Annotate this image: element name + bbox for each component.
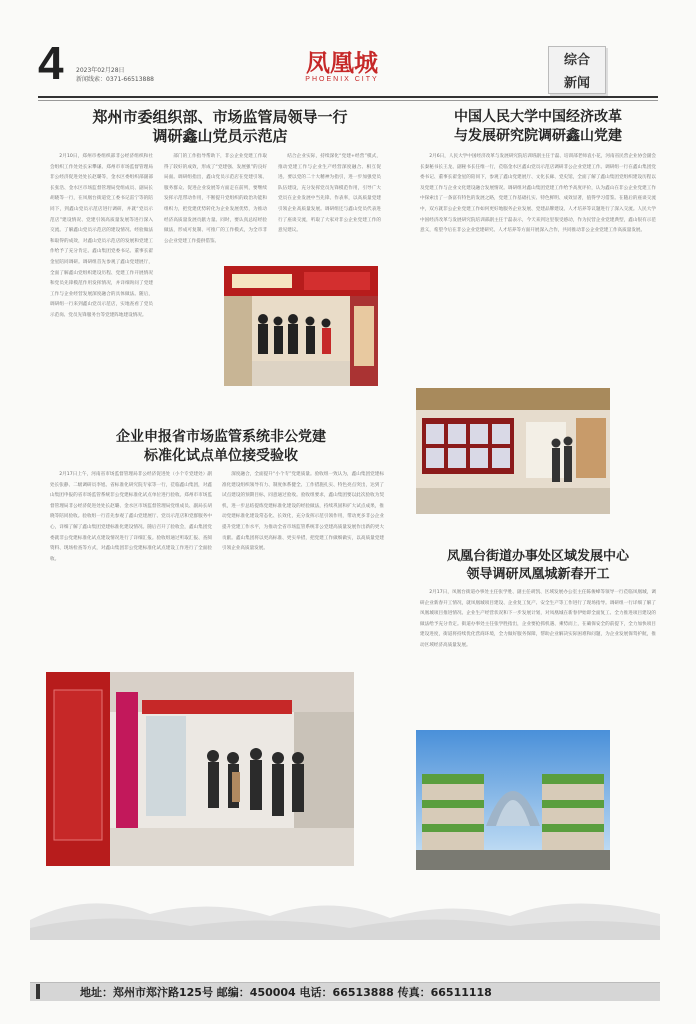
article3-title-line2: 标准化试点单位接受验收 — [144, 448, 298, 464]
footer-marker — [36, 984, 40, 999]
article3-title-line1: 企业申报省市场监管系统非公党建 — [116, 429, 326, 445]
article3-title — [62, 428, 380, 466]
logo-chinese: 凤凰城 — [306, 48, 378, 77]
article1-column1 — [50, 152, 153, 422]
article3-column1 — [50, 470, 212, 646]
article4-title — [405, 548, 671, 584]
issue-date — [76, 66, 154, 84]
mountain-landscape-image — [30, 880, 660, 940]
article1-title-line2: 调研鑫山党员示范店 — [152, 127, 288, 145]
section-line1: 综合 — [563, 53, 590, 68]
hotline-text: 新闻线索：0371-66513888 — [76, 76, 154, 83]
newspaper-logo — [282, 50, 402, 83]
article1-column3 — [278, 152, 381, 260]
article3-text2: 深度融合，全面提升“小个专”党建质量。验收组一致认为，鑫山集团党建标准化建设组织领导有力、制度体系健全、工作措施扎实、特色亮点突出，达到了试点建设的预期目标，同意通过验收。验收组要求，鑫山集团要以此次验收为契机，进一步总结提炼党建标准化建设的经验做法，持续巩固和扩大试点成果，推动党建标准化建设常态化、长效化，充分发挥示范引领作用，带动更多非公企业提升党建工作水平，为推动全省市场监管系统非公党建高质量发展作出新的更大贡献。鑫山集团将以更高标准、更实举措，把党建工作做细做实，以高质量党建引领企业高质量发展。 — [222, 472, 384, 552]
phoenix-city-rendering-image — [416, 730, 610, 870]
logo-english: PHOENIX CITY — [305, 76, 379, 83]
section-line2: 新闻 — [563, 76, 590, 91]
page-number: 4 — [38, 37, 64, 89]
article4-text: 2月17日，凤凰台街道办事处主任张学胜、副主任胡凯、区域发展办公室主任陈俊峰等领导一行莅临凤凰城，调研企业新春开工情况，就凤凰城项目建设、企业复工复产、安全生产等工作进行了现场指导。调研组一行详细了解了凤凰城项目推进情况、企业生产经营状况和下一步发展计划，对凤凰城在新春伊始即全面复工、全力推进项目建设的做法给予充分肯定。街道办事处主任张学胜指出，企业要抢抓机遇、乘势而上，在确保安全的前提下，全力加快项目建设进度，街道将持续优化营商环境，全力做好服务保障，帮助企业解决实际困难和问题，为企业发展保驾护航，推动区域经济高质量发展。 — [420, 590, 656, 648]
article2-title — [410, 108, 666, 146]
header-rule-thin — [38, 100, 658, 101]
footer-contact-bar: 地址：郑州市郑汴路125号 邮编：450004 电话：66513888 传真：66511118 — [30, 982, 660, 1001]
article2-title-line2: 与发展研究院调研鑫山党建 — [454, 128, 622, 144]
section-label — [548, 46, 606, 94]
article1-title — [50, 108, 390, 146]
article4-title-line1: 凤凰台街道办事处区域发展中心 — [446, 549, 629, 564]
store-interior-image — [224, 266, 378, 386]
article2-photo — [416, 388, 610, 514]
article1-text1: 2月10日，郑州市委组织部非公经济组织和社会组织工作处处长宋攀谦、郑州市市场监督管理局非公经济促进处处长赵璐等，金水区委组织部副部长张浩、金水区市场监督管理局党组成员、副局长胡晓等一行，在凤凰台街道党工委书记雷宁等的陪同下，到鑫山党员示范店进行调研，并就“党员示范店”建设情况、党建引领高质量发展等进行深入交流。了解鑫山党员示范店的建设情况、经验做法和取得的成效，对鑫山党员示范店的发展和党建工作给予了充分肯定。鑫山集团党委书记、董事长翟金星陪同调研。调研组首先参观了鑫山党建展厅，全面了解鑫山党组织建设历程、党建工作开展情况和党员先锋模范作用发挥情况，并详细询问了党建工作与企业经营发展深度融合的具体做法。随后，调研组一行来到鑫山党员示范店，实地查看了党员示范岗、党员先锋服务台等党建阵地建设情况。 — [50, 154, 153, 318]
article3-column2 — [222, 470, 384, 646]
article2-body — [420, 152, 656, 378]
article1-title-line1: 郑州市委组织部、市场监管局领导一行 — [92, 108, 348, 126]
article1-text2: 部门的工作指导帮助下，非公企业党建工作取得了较好的成效，形成了“党建强、发展强”的良好局面。调研组指出，鑫山党员示范店在党建引领、服务群众、促进企业发展等方面走在前列，要继续发挥示范带动作用，不断提升党组织的政治功能和组织力，把党建优势转化为企业发展优势，为推动经济高质量发展贡献力量。同时，要认真总结经验做法，形成可复制、可推广的工作模式，为全市非公企业党建工作提供借鉴。 — [164, 154, 267, 244]
article3-photo — [46, 672, 354, 866]
article4-photo — [416, 730, 610, 870]
date-text: 2023年02月28日 — [76, 67, 125, 74]
mall-visit-image — [46, 672, 354, 866]
header-rule — [38, 96, 658, 98]
article1-text3: 结合企业实际，持续深化“党建+经营”模式，推动党建工作与企业生产经营深度融合、相互促进。要以党的二十大精神为指引，进一步加强党员队伍建设，充分发挥党员先锋模范作用，引导广大党员在企业发展中当先锋、作表率，以高质量党建引领企业高质量发展。调研组还与鑫山党员代表进行了座谈交流，听取了大家对非公企业党建工作的意见建议。 — [278, 154, 381, 234]
exhibition-hall-image — [416, 388, 610, 514]
article3-text1: 2月17日上午，河南省市场监督管理局非公经济促进处（小个专党建处）副处长张静、二级调研员李旭、省标准化研究院专家等一行，莅临鑫山集团，对鑫山集团申报的省市场监管系统非公党建标准化试点单位进行验收。郑州市市场监督管理局非公经济促进处处长赵璐、金水区市场监督管理局党组成员、副局长胡晓等陪同验收。验收组一行首先参观了鑫山党建展厅、党员示范店和党群服务中心，详细了解了鑫山集团党建标准化建设情况。随后召开了验收会，鑫山集团党委就非公党建标准化试点建设情况进行了详细汇报。验收组通过听取汇报、查阅资料、现场检查等方式，对鑫山集团非公党建标准化试点建设工作进行了全面验收。 — [50, 472, 212, 562]
article4-body — [420, 588, 656, 718]
article4-title-line2: 领导调研凤凰城新春开工 — [466, 567, 610, 582]
article2-text: 2月6日，人民大学中国经济改革与发展研究院培训班副主任于磊、培训部老师袁小花，河南省民营企业协会副会长秦秘书长王龙、副秘书长任维一行，莅临金水区鑫山党员示范店调研非公企业党建工作。调研组一行在鑫山集团党委书记、董事长翟金星的陪同下，参观了鑫山党建展厅、文化长廊、党史馆，全面了解了鑫山集团党组织建设历程以及党建工作与企业文化建设融合发展情况。调研组对鑫山集团党建工作给予高度评价，认为鑫山在非公企业党建工作中探索出了一条富有特色的发展之路，党建工作基础扎实、特色鲜明、成效显著，值得学习借鉴。在随后的座谈交流中，双方就非公企业党建工作如何更好地服务企业发展、党建品牌建设、人才培养等议题进行了深入交流。人民大学中国经济改革与发展研究院培训部副主任于磊表示，今天来到这里很受感动，作为民营企业党建典型，鑫山很有示范意义，希望今后在非公企业党建研究、人才培养等方面开展深入合作，共同推动非公企业党建工作高质量发展。 — [420, 154, 656, 234]
article1-photo — [224, 266, 378, 386]
mountain-decoration — [30, 880, 660, 940]
article2-title-line1: 中国人民大学中国经济改革 — [454, 109, 622, 125]
